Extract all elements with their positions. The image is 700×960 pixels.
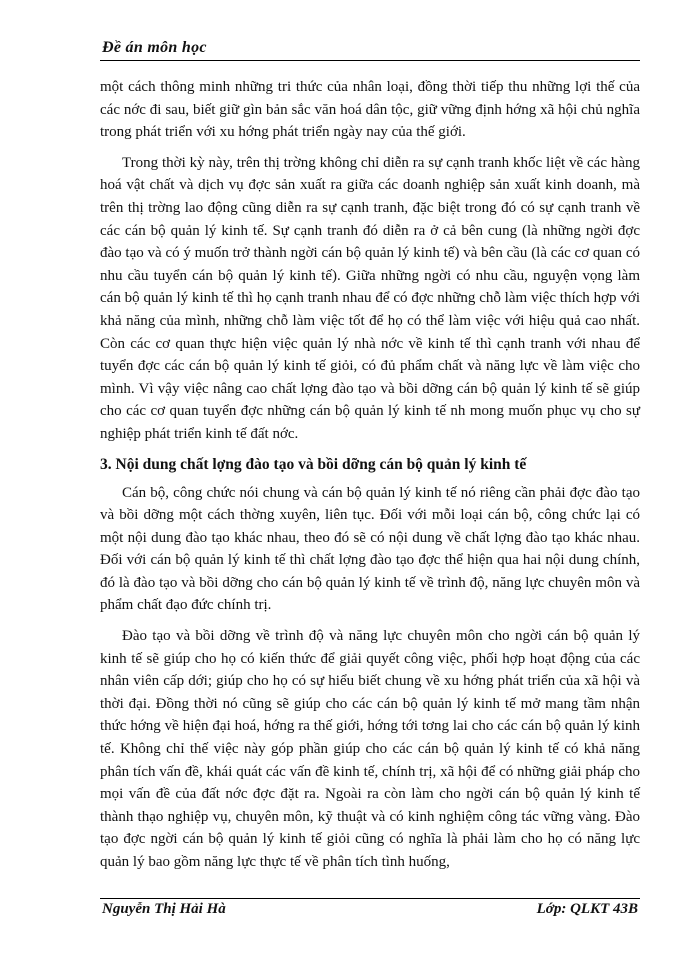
document-body: [100, 76, 640, 882]
header-title: Đề án môn học: [102, 39, 207, 56]
page-header: [100, 38, 640, 61]
paragraph-professional-skills: Đào tạo và bồi dỡng về trình độ và năng lực chuyên môn cho ngời cán bộ quản lý kinh tế sẽ giúp cho họ có kiến thức để giải quyết công việc, phối hợp hoạt động của các nhân viên cấp dới; giúp cho họ có sự hiểu biết chung về xu hớng phát triển của xã hội và thời đại. Đồng thời nó cũng sẽ giúp cho các cán bộ quản lý kinh tế mở mang tầm nhận thức hớng về hiện đại hoá, hớng ra thế giới, hớng tới tơng lai cho các cán bộ quản lý kinh tế. Không chỉ thế việc này góp phần giúp cho các cán bộ quản lý kinh tế có khả năng phân tích vấn đề, khái quát các vấn đề kinh tế, chính trị, xã hội để có những giải pháp cho mọi vấn đề của đất nớc đợc đặt ra. Ngoài ra còn làm cho ngời cán bộ quản lý kinh tế thành thạo nghiệp vụ, chuyên môn, kỹ thuật và có kinh nghiệm công tác vững vàng. Đào tạo đợc ngời cán bộ quản lý kinh tế giỏi cũng có nghĩa là phải làm cho họ có năng lực quản lý bao gồm năng lực thực tế về phân tích tình huống,: [100, 628, 640, 870]
paragraph-competition: Trong thời kỳ này, trên thị trờng không chỉ diễn ra sự cạnh tranh khốc liệt về các hàng hoá vật chất và dịch vụ đợc sản xuất ra giữa các doanh nghiệp sản xuất kinh doanh, mà trên thị trờng lao động cũng diễn ra sự cạnh tranh, đặc biệt trong đó có sự cạnh tranh về các cán bộ quản lý kinh tế. Sự cạnh tranh đó diễn ra ở cả bên cung (là những ngời đợc đào tạo và có ý muốn trở thành ngời cán bộ quản lý kinh tế) và bên cầu (là các cơ quan có nhu cầu tuyển cán bộ quản lý kinh tế). Giữa những ngời có nhu cầu, nguyện vọng làm cán bộ quản lý kinh tế thì họ cạnh tranh nhau để có đợc những chỗ làm việc thích hợp với khả năng của mình, những chỗ làm việc tốt để họ có thể làm việc với hiệu quả cao nhất. Còn các cơ quan thực hiện việc quản lý nhà nớc về kinh tế thì cạnh tranh với nhau để tuyển đợc các cán bộ quản lý kinh tế giỏi, có đủ phẩm chất và năng lực về làm việc cho mình. Vì vậy việc nâng cao chất lợng đào tạo và bồi dỡng cán bộ quản lý kinh tế sẽ giúp cho các cơ quan tuyển đợc những cán bộ quản lý kinh tế nh mong muốn phục vụ cho sự nghiệp phát triển kinh tế đất nớc.: [100, 154, 640, 442]
section-heading-3: 3. Nội dung chất lợng đào tạo và bồi dỡng cán bộ quản lý kinh tế: [100, 455, 527, 473]
page-footer: [100, 898, 640, 923]
footer-class: Lớp: QLKT 43B: [536, 901, 638, 917]
paragraph-continuation: một cách thông minh những tri thức của nhân loại, đồng thời tiếp thu những lợi thế của các nớc đi sau, biết giữ gìn bản sắc văn hoá dân tộc, giữ vững định hớng xã hội chủ nghĩa trong phát triển với xu hớng phát triển ngày nay của thế giới.: [100, 79, 640, 141]
paragraph-training-content: Cán bộ, công chức nói chung và cán bộ quản lý kinh tế nó riêng cần phải đợc đào tạo và bồi dỡng một cách thờng xuyên, liên tục. Đối với mỗi loại cán bộ, công chức lại có một nội dung đào tạo khác nhau, theo đó sẽ có nội dung về chất lợng đào tạo khác nhau. Đối với cán bộ quản lý kinh tế thì chất lợng đào tạo đợc thể hiện qua hai nội dung chính, đó là đào tạo và bồi dỡng cho cán bộ quản lý kinh tế về trình độ, năng lực chuyên môn và phẩm chất đạo đức chính trị.: [100, 484, 640, 614]
footer-author: Nguyễn Thị Hải Hà: [102, 901, 226, 917]
